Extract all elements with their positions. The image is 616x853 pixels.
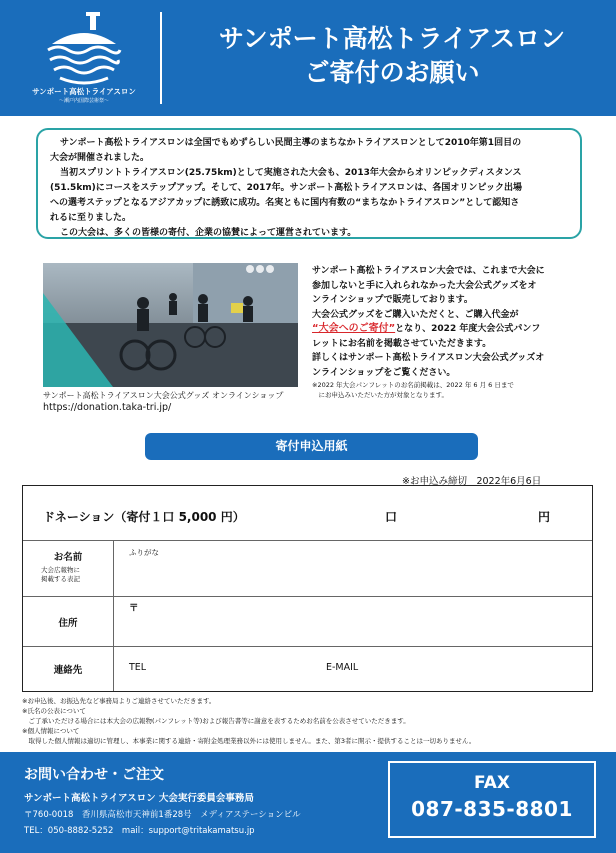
goods-line-rest: となり、2022 年度大会公式パンフ <box>395 324 541 334</box>
goods-line: ンラインショップで販売しております。 <box>312 295 473 305</box>
logo-subtitle: 〜瀬戸内国際芸術祭〜 <box>58 98 109 104</box>
intro-line: れるに至りました。 <box>50 213 132 223</box>
intro-line: サンポート高松トライアスロンは全国でもめずらしい民間主導のまちなかトライアスロンとして2010年第1回目の <box>60 138 522 148</box>
contact-heading: お問い合わせ・ご注文 <box>24 767 164 783</box>
organizer-name: サンポート高松トライアスロン 大会実行委員会事務局 <box>24 793 254 804</box>
intro-line: 大会が開催されました。 <box>50 153 150 163</box>
contact-footer <box>0 752 616 853</box>
cyclists-image <box>43 263 298 387</box>
contact-label: 連絡先 <box>53 665 83 676</box>
goods-line <box>312 322 612 337</box>
page-title <box>168 22 616 90</box>
goods-line: 参加しないと手に入れられなかった大会公式グッズをオ <box>312 280 537 291</box>
postal-mark: 〒 <box>129 603 139 614</box>
title-line-2: ご寄付のお願い <box>304 58 480 87</box>
address-row[interactable] <box>23 597 592 647</box>
name-note-2: 掲載する表記 <box>41 575 80 583</box>
title-line-1: サンポート高松トライアスロン <box>218 24 566 53</box>
fax-label: FAX <box>474 773 510 793</box>
intro-line: この大会は、多くの皆様の寄付、企業の協賛によって運営されています。 <box>60 228 357 238</box>
logo-name: サンポート高松トライアスロン <box>32 87 136 96</box>
name-note-1: 大会広報物に <box>41 566 80 574</box>
photo-caption: サンポート高松トライアスロン大会公式グッズ オンラインショップ <box>43 391 284 400</box>
fax-number: 087-835-8801 <box>411 797 573 821</box>
goods-line: レットにお名前を掲載させていただきます。 <box>312 338 492 349</box>
tel-label: TEL <box>129 662 147 673</box>
fax-box <box>388 761 596 838</box>
form-notes <box>22 696 602 746</box>
donation-highlight: “大会へのご寄付” <box>312 323 396 334</box>
organizer-tel-mail: TEL：050-8882-5252 mail：support@tritakamatsu.jp <box>24 826 255 836</box>
name-label: お名前 <box>53 552 83 563</box>
note-line: ご了承いただける場合には本大会の広報物(パンフレット等)および報告書等に謝意を表するためお名前を公表させていただきます。 <box>22 717 410 725</box>
intro-box <box>36 128 582 239</box>
lighthouse-wave-icon <box>14 10 154 86</box>
note-line: 取得した個人情報は適切に管理し、本事業に関する連絡・寄附金処理業務以外には使用しません。また、第3者に開示・提供することは一切ありません。 <box>22 737 476 745</box>
header-banner <box>0 0 616 116</box>
goods-line: 詳しくはサンポート高松トライアスロン大会公式グッズオ <box>312 353 545 363</box>
intro-line: 当初スプリントトライアスロン(25.75km)として実施された大会も、2013年大会からオリンピックディスタンス <box>60 168 522 178</box>
shop-url-link[interactable]: https://donation.taka-tri.jp/ <box>43 402 172 413</box>
unit-kuchi: 口 <box>385 510 398 524</box>
organizer-address: 〒760-0018 香川県高松市天神前1番28号 メディアステーションビル <box>24 810 301 820</box>
deadline-note: ※お申込み締切 2022年6月6日 <box>402 476 542 487</box>
header-divider <box>160 12 162 104</box>
address-label: 住所 <box>58 618 78 629</box>
goods-info <box>312 264 612 400</box>
goods-note: ※2022 年大会パンフレットのお名前掲載は、2022 年 6 月 6 日まで <box>312 381 514 389</box>
name-row[interactable] <box>23 541 592 597</box>
note-line: ※氏名の公表について <box>22 707 86 715</box>
goods-line: サンポート高松トライアスロン大会では、これまで大会に <box>312 266 545 276</box>
intro-line: への選考ステップとなるアジアカップに誘致に成功。名実ともに国内有数の“まちなかトライアスロン”として認知さ <box>50 198 520 208</box>
goods-line: 大会公式グッズをご購入いただくと、ご購入代金が <box>312 309 519 320</box>
contact-row[interactable] <box>23 647 592 691</box>
donation-row <box>23 486 592 541</box>
unit-yen: 円 <box>538 510 551 524</box>
email-label: E-MAIL <box>326 662 359 673</box>
form-title: 寄付申込用紙 <box>145 433 478 460</box>
event-logo <box>14 10 154 106</box>
goods-line: ンラインショップをご覧ください。 <box>312 367 456 378</box>
donation-form <box>22 485 593 692</box>
donation-label: ドネーション（寄付１口 5,000 円） <box>43 510 245 524</box>
note-line: ※個人情報について <box>22 727 80 735</box>
cyclists-photo <box>43 263 298 387</box>
note-line: ※お申込後、お振込先など事務局よりご連絡させていただきます。 <box>22 697 216 705</box>
goods-note: にお申込みいただいた方が対象となります。 <box>312 391 448 399</box>
intro-line: (51.5km)にコースをステップアップ。そして、2017年。サンポート高松トライアスロンは、各国オリンピック出場 <box>50 183 522 193</box>
furigana-label: ふりがな <box>129 548 159 557</box>
